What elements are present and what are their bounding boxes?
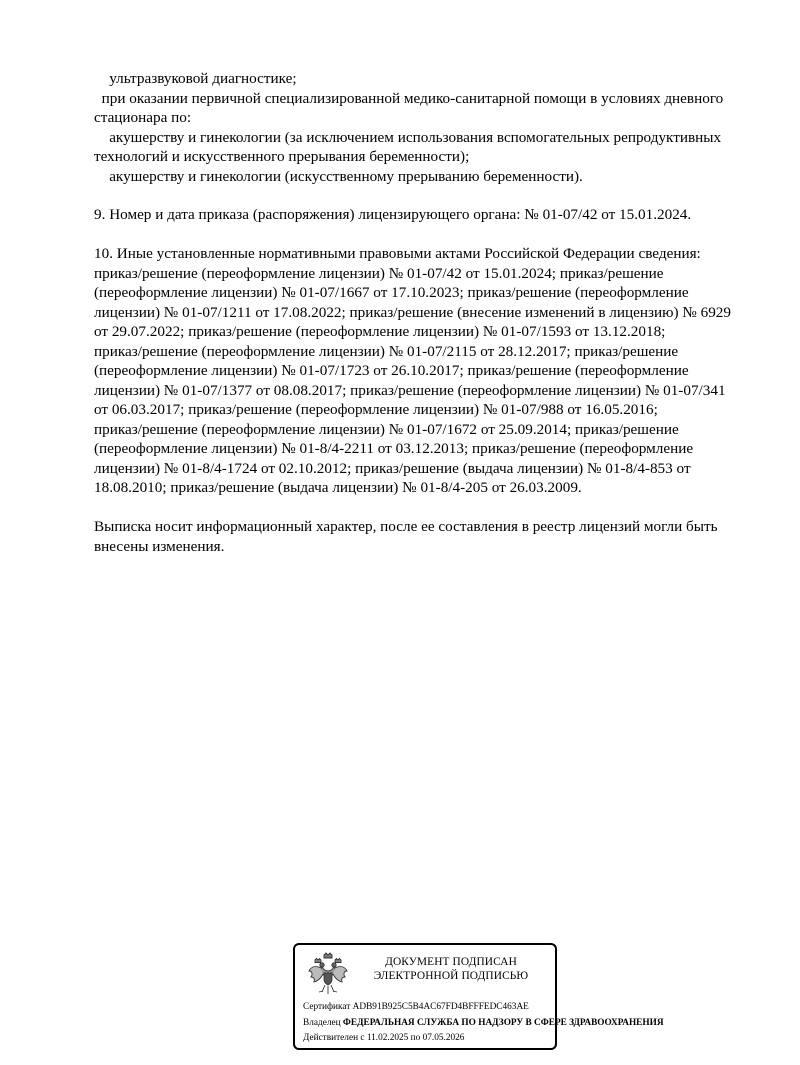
order-list-line-3: лицензии) № 01-07/1211 от 17.08.2022; приказ/решение (внесение изменений в лицензию) № 6929 bbox=[94, 304, 731, 321]
order-list-line-4: от 29.07.2022; приказ/решение (переоформление лицензии) № 01-07/1593 от 13.12.2018; bbox=[94, 323, 666, 340]
owner-label: Владелец bbox=[303, 1018, 341, 1028]
disclaimer-line-2: внесены изменения. bbox=[94, 538, 225, 555]
order-list-line-5: приказ/решение (переоформление лицензии) № 01-07/2115 от 28.12.2017; приказ/решение bbox=[94, 343, 679, 360]
order-list-line-8: от 06.03.2017; приказ/решение (переоформление лицензии) № 01-07/988 от 16.05.2016; bbox=[94, 401, 658, 418]
order-list-line-10: (переоформление лицензии) № 01-8/4-2211 от 03.12.2013; приказ/решение (переоформление bbox=[94, 440, 694, 457]
text-line-2: при оказании первичной специализированной медико-санитарной помощи в условиях дневного bbox=[94, 90, 724, 107]
text-line-5: технологий и искусственного прерывания беременности); bbox=[94, 148, 470, 165]
text-line-3: стационара по: bbox=[94, 109, 192, 126]
text-line-6: акушерству и гинекологии (искусственному прерыванию беременности). bbox=[94, 168, 583, 185]
stamp-title-line-2: ЭЛЕКТРОННОЙ ПОДПИСЬЮ bbox=[373, 970, 529, 982]
text-line-1: ультразвуковой диагностике; bbox=[94, 70, 297, 87]
order-list-line-2: (переоформление лицензии) № 01-07/1667 от 17.10.2023; приказ/решение (переоформление bbox=[94, 284, 689, 301]
order-list-line-7: лицензии) № 01-07/1377 от 08.08.2017; приказ/решение (переоформление лицензии) № 01-07/341 bbox=[94, 382, 726, 399]
order-list-line-9: приказ/решение (переоформление лицензии) № 01-07/1672 от 25.09.2014; приказ/решение bbox=[94, 421, 679, 438]
order-list-line-1: приказ/решение (переоформление лицензии) № 01-07/42 от 15.01.2024; приказ/решение bbox=[94, 265, 664, 282]
stamp-owner bbox=[303, 1018, 664, 1029]
stamp-title-line-1: ДОКУМЕНТ ПОДПИСАН bbox=[385, 956, 517, 968]
coat-of-arms-icon bbox=[305, 951, 351, 997]
text-line-4: акушерству и гинекологии (за исключением использования вспомогательных репродуктивных bbox=[94, 129, 722, 146]
stamp-validity: Действителен с 11.02.2025 по 07.05.2026 bbox=[303, 1033, 465, 1043]
disclaimer-line-1: Выписка носит информационный характер, после ее составления в реестр лицензий могли быть bbox=[94, 518, 718, 535]
owner-value: ФЕДЕРАЛЬНАЯ СЛУЖБА ПО НАДЗОРУ В СФЕРЕ ЗДРАВООХРАНЕНИЯ bbox=[342, 1018, 664, 1028]
certificate-label: Сертификат bbox=[303, 1002, 351, 1012]
certificate-value: ADB91B925C5B4AC67FD4BFFFEDC463AE bbox=[352, 1002, 529, 1012]
other-info-heading: 10. Иные установленные нормативными правовыми актами Российской Федерации сведения: bbox=[94, 245, 701, 262]
order-number-line: 9. Номер и дата приказа (распоряжения) лицензирующего органа: № 01-07/42 от 15.01.2024. bbox=[94, 206, 692, 223]
stamp-certificate bbox=[303, 1002, 529, 1013]
electronic-signature-stamp bbox=[293, 943, 664, 1050]
order-list-line-12: 18.08.2010; приказ/решение (выдача лицензии) № 01-8/4-205 от 26.03.2009. bbox=[94, 479, 582, 496]
order-list-line-6: (переоформление лицензии) № 01-07/1723 от 26.10.2017; приказ/решение (переоформление bbox=[94, 362, 689, 379]
order-list-line-11: лицензии) № 01-8/4-1724 от 02.10.2012; приказ/решение (выдача лицензии) № 01-8/4-853 от bbox=[94, 460, 691, 477]
